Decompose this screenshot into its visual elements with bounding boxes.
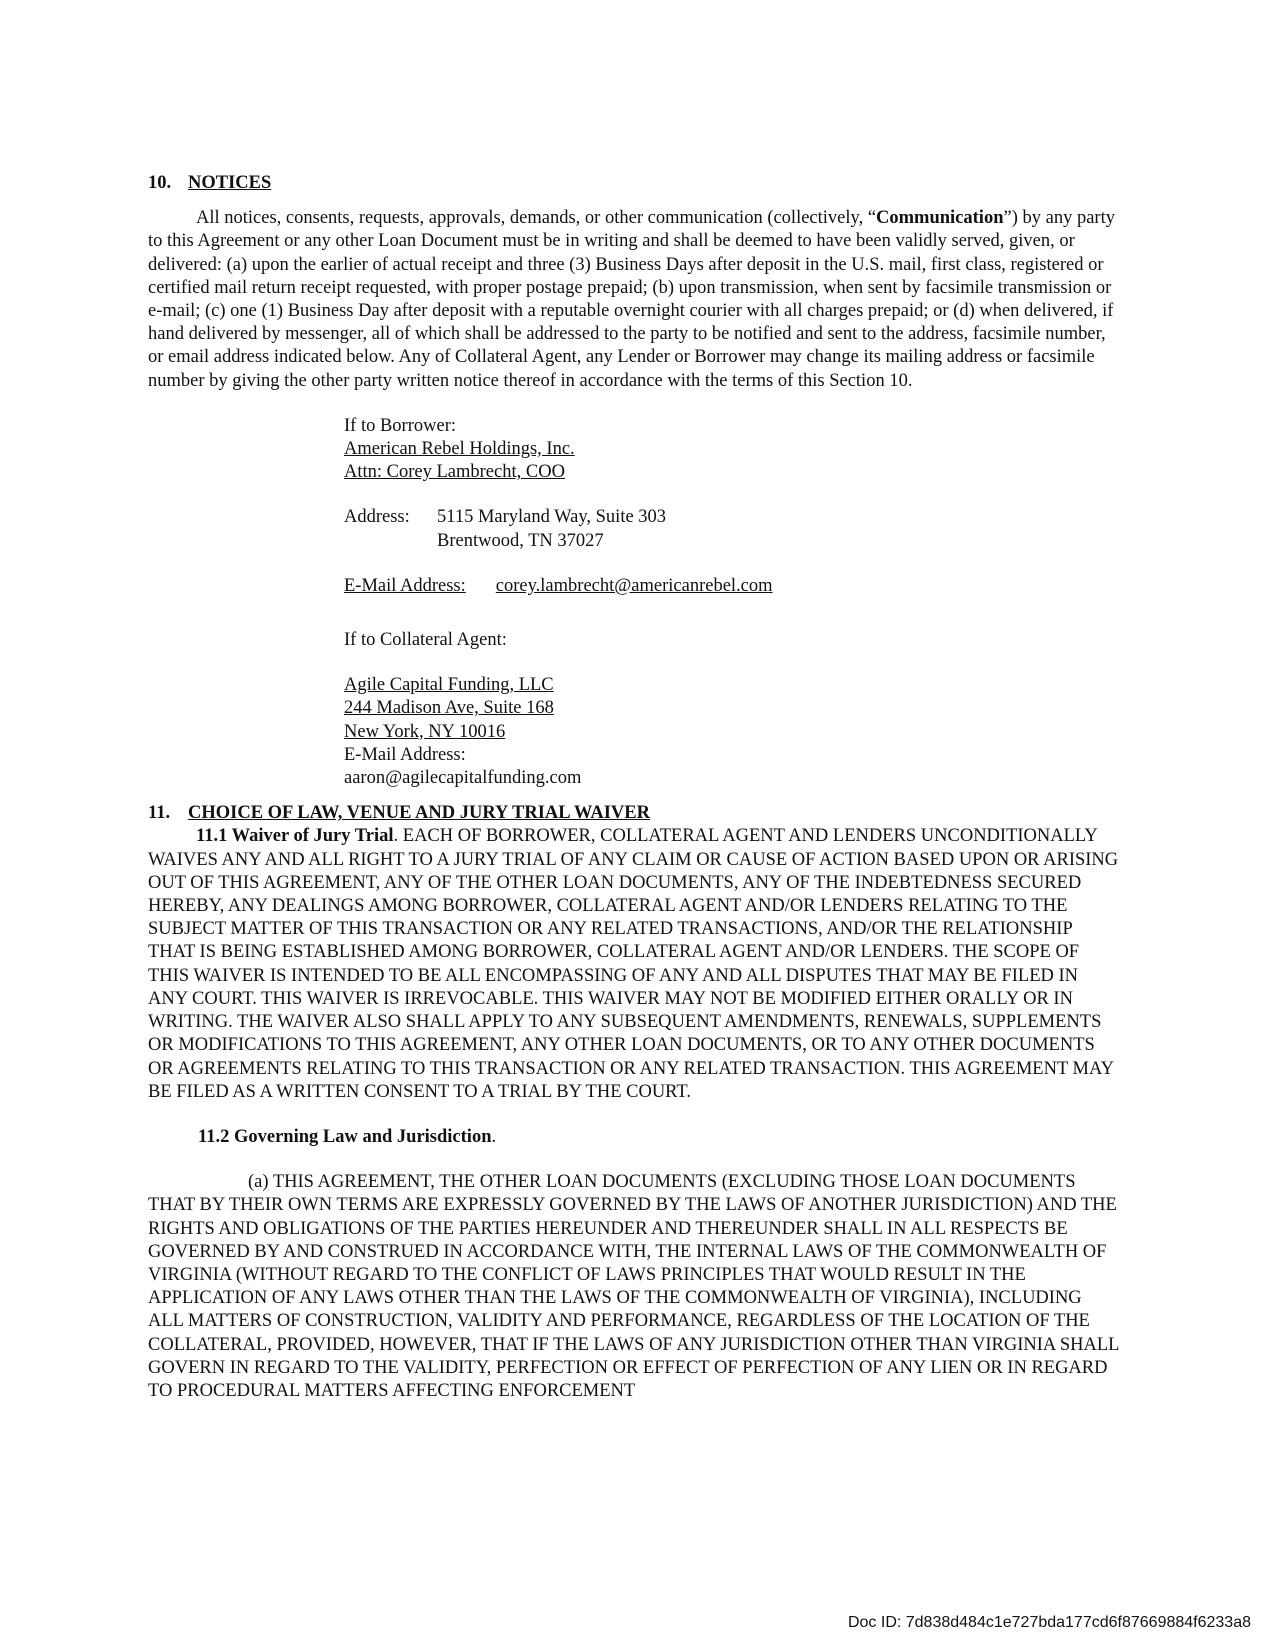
borrower-address-line1: 5115 Maryland Way, Suite 303 — [437, 507, 667, 528]
doc-id-footer: Doc ID: 7d838d484c1e727bda177cd6f87669884f6233a8 — [847, 1614, 1251, 1631]
collateral-agent-address-line1: 244 Madison Ave, Suite 168 — [344, 698, 554, 719]
defined-term-communication: Communication — [876, 208, 1004, 229]
borrower-name: American Rebel Holdings, Inc. — [344, 439, 575, 460]
section-11-1-text: . EACH OF BORROWER, COLLATERAL AGENT AND LENDERS UNCONDITIONALLY WAIVES ANY AND ALL RIGHT TO A JURY TRIAL OF ANY CLAIM OR CAUSE OF ACTION BASED UPON OR ARISING OUT OF THIS AGREEMENT, ANY OF THE OTHER LOAN DOCUMENTS, ANY OF THE INDEBTEDNESS SECURED HEREBY, ANY DEALINGS AMONG BORROWER, COLLATERAL AGENT AND/OR LENDERS RELATING TO THE SUBJECT MATTER OF THIS TRANSACTION OR ANY RELATED TRANSACTIONS, AND/OR THE RELATIONSHIP THAT IS BEING ESTABLISHED AMONG BORROWER, COLLATERAL AGENT AND/OR LENDERS. THE SCOPE OF THIS WAIVER IS INTENDED TO BE ALL ENCOMPASSING OF ANY AND ALL DISPUTES THAT MAY BE FILED IN ANY COURT. THIS WAIVER IS IRREVOCABLE. THIS WAIVER MAY NOT BE MODIFIED EITHER ORALLY OR IN WRITING. THE WAIVER ALSO SHALL APPLY TO ANY SUBSEQUENT AMENDMENTS, RENEWALS, SUPPLEMENTS OR MODIFICATIONS TO THIS AGREEMENT, ANY OTHER LOAN DOCUMENTS, OR TO ANY OTHER DOCUMENTS OR AGREEMENTS RELATING TO THIS TRANSACTION OR ANY RELATED TRANSACTION. THIS AGREEMENT MAY BE FILED AS A WRITTEN CONSENT TO A TRIAL BY THE COURT. — [148, 826, 1119, 1102]
section-11-2-title: 11.2 Governing Law and Jurisdiction — [198, 1126, 492, 1147]
borrower-intro: If to Borrower: — [344, 415, 456, 436]
document-page — [148, 172, 1120, 1403]
borrower-email[interactable]: corey.lambrecht@americanrebel.com — [495, 575, 773, 596]
section-10-title: NOTICES — [188, 173, 272, 193]
borrower-email-label: E-Mail Address: — [344, 575, 466, 596]
borrower-address-label: Address: — [344, 507, 410, 528]
borrower-attn: Attn: Corey Lambrecht, COO — [344, 462, 565, 483]
section-10-heading — [148, 172, 1120, 195]
borrower-notice-block — [344, 415, 1120, 790]
section-10-paragraph — [148, 207, 1120, 393]
collateral-agent-block — [344, 674, 1120, 790]
section-11-heading — [148, 802, 1120, 825]
collateral-agent-intro: If to Collateral Agent: — [344, 630, 507, 651]
borrower-address-lines — [437, 506, 666, 552]
borrower-address-line2: Brentwood, TN 37027 — [437, 530, 604, 551]
section-11-2-period: . — [491, 1126, 497, 1147]
borrower-email-row — [344, 575, 1120, 598]
section-11-title: CHOICE OF LAW, VENUE AND JURY TRIAL WAIVER — [188, 803, 650, 824]
section-10-number: 10. — [148, 173, 172, 193]
section-11-2-heading — [148, 1126, 1120, 1149]
collateral-agent-name: Agile Capital Funding, LLC — [344, 675, 554, 696]
section-11-2a-paragraph: (a) THIS AGREEMENT, THE OTHER LOAN DOCUMENTS (EXCLUDING THOSE LOAN DOCUMENTS THAT BY THEIR OWN TERMS ARE EXPRESSLY GOVERNED BY THE LAWS OF ANOTHER JURISDICTION) AND THE RIGHTS AND OBLIGATIONS OF THE PARTIES HEREUNDER AND THEREUNDER SHALL IN ALL RESPECTS BE GOVERNED BY AND CONSTRUED IN ACCORDANCE WITH, THE INTERNAL LAWS OF THE COMMONWEALTH OF VIRGINIA (WITHOUT REGARD TO THE CONFLICT OF LAWS PRINCIPLES THAT WOULD RESULT IN THE APPLICATION OF ANY LAWS OTHER THAN THE LAWS OF THE COMMONWEALTH OF VIRGINIA), INCLUDING ALL MATTERS OF CONSTRUCTION, VALIDITY AND PERFORMANCE, REGARDLESS OF THE LOCATION OF THE COLLATERAL, PROVIDED, HOWEVER, THAT IF THE LAWS OF ANY JURISDICTION OTHER THAN VIRGINIA SHALL GOVERN IN REGARD TO THE VALIDITY, PERFECTION OR EFFECT OF PERFECTION OF ANY LIEN OR IN REGARD TO PROCEDURAL MATTERS AFFECTING ENFORCEMENT — [148, 1172, 1119, 1401]
collateral-agent-email[interactable]: aaron@agilecapitalfunding.com — [344, 768, 582, 789]
borrower-address — [344, 506, 1120, 552]
section-11-number: 11. — [148, 803, 171, 824]
section-11-1-title: 11.1 Waiver of Jury Trial — [196, 826, 394, 847]
collateral-agent-email-label: E-Mail Address: — [344, 744, 466, 765]
section-11-1-paragraph — [148, 825, 1120, 1103]
notice-text-rest: ”) by any party to this Agreement or any other Loan Document must be in writing and shall be deemed to have been validly served, given, or delivered: (a) upon the earlier of actual receipt and three (3) Business Days after deposit in the U.S. mail, first class, registered or certified mail return receipt requested, with proper postage prepaid; (b) upon transmission, when sent by facsimile transmission or e-mail; (c) one (1) Business Day after deposit with a reputable overnight courier with all charges prepaid; or (d) when delivered, if hand delivered by messenger, all of which shall be addressed to the party to be notified and sent to the address, facsimile number, or email address indicated below. Any of Collateral Agent, any Lender or Borrower may change its mailing address or facsimile number by giving the other party written notice thereof in accordance with the terms of this Section 10. — [148, 208, 1115, 391]
notice-text-start: All notices, consents, requests, approvals, demands, or other communication (collectively, “ — [196, 208, 877, 229]
collateral-agent-address-line2: New York, NY 10016 — [344, 721, 506, 742]
